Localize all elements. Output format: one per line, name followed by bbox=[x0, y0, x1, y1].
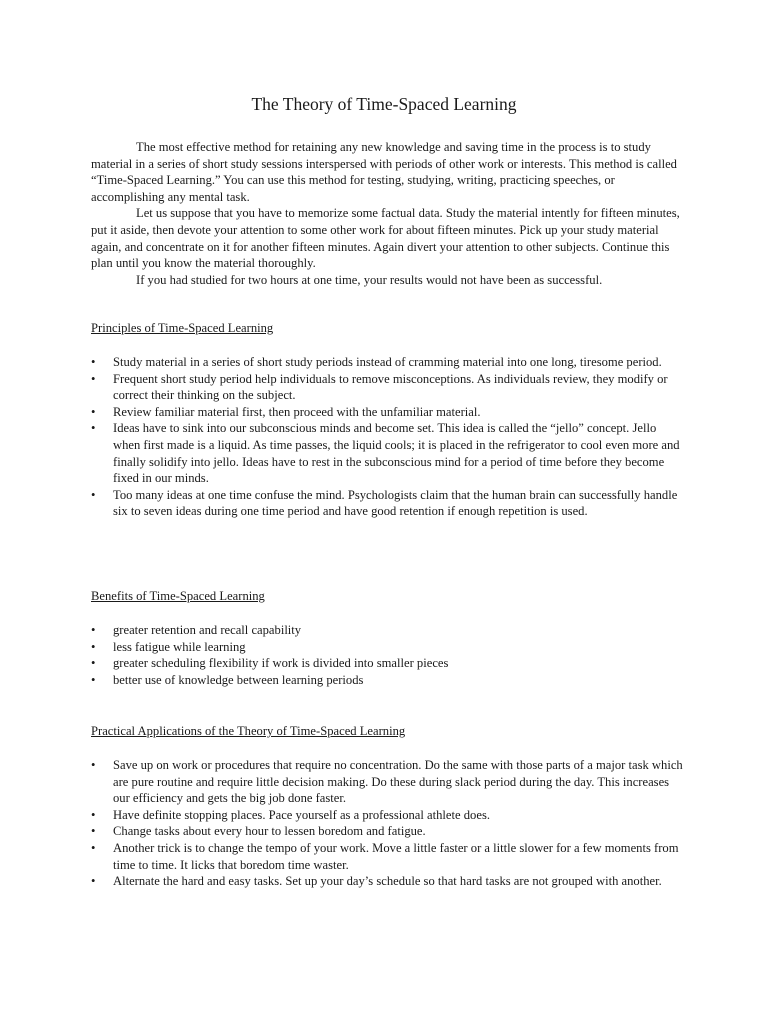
list-item bbox=[91, 807, 683, 824]
intro-paragraph: Let us suppose that you have to memorize some factual data. Study the material intently for fifteen minutes, put it aside, then devote your attention to some other work for about fifteen minutes. Pick up your study material again, and concentrate on it for another fifteen minutes. Again divert your attention to other subjects. Continue this plan until you know the material thoroughly. bbox=[91, 206, 680, 271]
list-item bbox=[91, 757, 683, 807]
list-item-text: Another trick is to change the tempo of your work. Move a little faster or a little slower for a few moments from time to time. It licks that boredom time waster. bbox=[113, 840, 679, 872]
list-item-text: Change tasks about every hour to lessen boredom and fatigue. bbox=[113, 824, 426, 839]
bullet-icon: • bbox=[91, 355, 96, 369]
list-item bbox=[91, 487, 683, 520]
list-item bbox=[91, 639, 683, 656]
intro-paragraph: If you had studied for two hours at one time, your results would not have been as successful. bbox=[136, 272, 603, 287]
principles-list bbox=[91, 354, 683, 520]
bullet-icon: • bbox=[91, 487, 96, 502]
list-item bbox=[91, 622, 683, 639]
bullet-icon: • bbox=[91, 807, 96, 822]
section-heading-benefits: Benefits of Time-Spaced Learning bbox=[91, 589, 265, 603]
list-item bbox=[91, 873, 683, 890]
list-item-text: Review familiar material first, then proceed with the unfamiliar material. bbox=[113, 404, 481, 419]
list-item-text: greater scheduling flexibility if work is divided into smaller pieces bbox=[113, 656, 449, 671]
section-heading-applications: Practical Applications of the Theory of Time-Spaced Learning bbox=[91, 724, 406, 738]
intro-paragraph: The most effective method for retaining any new knowledge and saving time in the process is to study material in a series of short study sessions interspersed with periods of other work or interests. This method is called “Time-Spaced Learning.” You can use this method for testing, studying, writing, practicing speeches, or accomplishing any mental task. bbox=[91, 140, 677, 204]
bullet-icon: • bbox=[91, 639, 96, 654]
list-item-text: Too many ideas at one time confuse the mind. Psychologists claim that the human brain can successfully handle six to seven ideas during one time period and have good retention if enough repetition is used. bbox=[113, 487, 678, 519]
bullet-icon: • bbox=[91, 758, 96, 772]
list-item-text: Frequent short study period help individuals to remove misconceptions. As individuals review, they modify or correct their thinking on the subject. bbox=[113, 371, 668, 403]
bullet-icon: • bbox=[91, 824, 96, 839]
bullet-icon: • bbox=[91, 623, 96, 637]
document-title: The Theory of Time-Spaced Learning bbox=[251, 94, 517, 114]
list-item bbox=[91, 371, 683, 404]
list-item bbox=[91, 420, 683, 486]
bullet-icon: • bbox=[91, 404, 96, 419]
list-item-text: Study material in a series of short study periods instead of cramming material into one long, tiresome period. bbox=[113, 355, 662, 369]
list-item bbox=[91, 354, 683, 371]
section-heading-principles: Principles of Time-Spaced Learning bbox=[91, 321, 274, 335]
list-item bbox=[91, 672, 683, 689]
list-item bbox=[91, 404, 683, 421]
bullet-icon: • bbox=[91, 656, 96, 671]
list-item-text: better use of knowledge between learning periods bbox=[113, 672, 364, 687]
list-item-text: less fatigue while learning bbox=[113, 639, 246, 654]
list-item-text: greater retention and recall capability bbox=[113, 623, 302, 637]
benefits-list bbox=[91, 622, 683, 688]
list-item bbox=[91, 655, 683, 672]
bullet-icon: • bbox=[91, 421, 96, 436]
list-item-text: Ideas have to sink into our subconscious minds and become set. This idea is called the “jello” concept. Jello when first made is a liquid. As time passes, the liquid cools; it is placed in the refrigerator to cool even more and finally solidify into jello. Ideas have to rest in the subconscious mind for a period of time before they become fixed in our minds. bbox=[113, 421, 680, 486]
list-item-text: Save up on work or procedures that require no concentration. Do the same with those parts of a major task which are pure routine and require little decision making. Do these during slack period during the day. This increases our efficiency and gets the big job done faster. bbox=[113, 758, 683, 806]
list-item-text: Alternate the hard and easy tasks. Set up your day’s schedule so that hard tasks are not grouped with another. bbox=[113, 874, 662, 889]
list-item bbox=[91, 840, 683, 873]
bullet-icon: • bbox=[91, 672, 96, 687]
applications-list bbox=[91, 757, 683, 890]
intro-section bbox=[91, 139, 683, 288]
list-item bbox=[91, 823, 683, 840]
list-item-text: Have definite stopping places. Pace yourself as a professional athlete does. bbox=[113, 807, 490, 822]
bullet-icon: • bbox=[91, 371, 96, 386]
bullet-icon: • bbox=[91, 874, 96, 889]
bullet-icon: • bbox=[91, 840, 96, 855]
